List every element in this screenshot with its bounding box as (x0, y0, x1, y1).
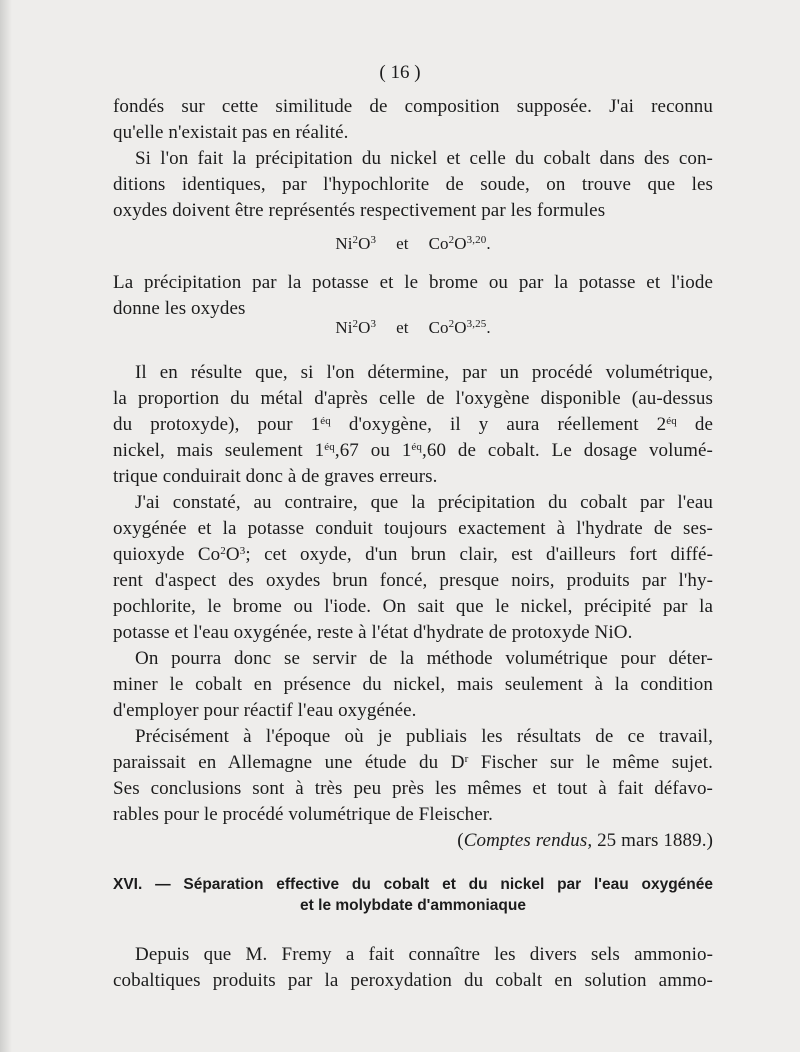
text-line: nickel, mais seulement $1^{éq},67$ ou $1^{éq},60$ de cobalt. Le dosage volumé- (113, 440, 713, 461)
section-heading (113, 874, 713, 916)
text-line: donne les oxydes (113, 298, 246, 319)
text-line: cobaltiques produits par la peroxydation du cobalt en solution ammo- (113, 970, 713, 991)
text-line: quioxyde $Co^2O^3$; cet oxyde, d'un brun clair, est d'ailleurs fort diffé- (113, 544, 713, 565)
text-line: La précipitation par la potasse et le brome ou par la potasse et l'iode (113, 272, 713, 293)
text-line: oxygénée et la potasse conduit toujours exactement à l'hydrate de ses- (113, 518, 713, 539)
text-line: du protoxyde), pour $1^{éq}$ d'oxygène, il y aura réellement $2^{éq}$ de (113, 414, 713, 435)
text-line: On pourra donc se servir de la méthode volumétrique pour déter- (135, 648, 713, 669)
text-line: paraissait en Allemagne une étude du $D^r$ Fischer sur le même sujet. (113, 752, 714, 773)
text-line: J'ai constaté, au contraire, que la précipitation du cobalt par l'eau (135, 492, 713, 513)
text-line: potasse et l'eau oxygénée, reste à l'état d'hydrate de protoxyde NiO. (113, 622, 633, 643)
text-line: rent d'aspect des oxydes brun foncé, presque noirs, produits par l'hy- (113, 570, 713, 591)
text-line: la proportion du métal d'après celle de l'oxygène disponible (au-dessus (113, 388, 713, 409)
text-line: Précisément à l'époque où je publiais les résultats de ce travail, (135, 726, 713, 747)
formula-2: $Ni^2O^3$ et $Co^2O^{3,25}$. (335, 318, 491, 337)
section-heading-line: XVI. — Séparation effective du cobalt et du nickel par l'eau oxygénée (113, 876, 713, 893)
text-line: Ses conclusions sont à très peu près les mêmes et tout à fait défavo- (113, 778, 713, 799)
text-line: ditions identiques, par l'hypochlorite de soude, on trouve que les (113, 174, 713, 195)
formula-1: $Ni^2O^3$ et $Co^2O^{3,20}$. (335, 234, 491, 253)
text-line: miner le cobalt en présence du nickel, mais seulement à la condition (113, 674, 713, 695)
text-line: Si l'on fait la précipitation du nickel et celle du cobalt dans des con- (135, 148, 713, 169)
text-line: d'employer pour réactif l'eau oxygénée. (113, 700, 417, 721)
text-line: oxydes doivent être représentés respectivement par les formules (113, 200, 606, 221)
text-line: rables pour le procédé volumétrique de Fleischer. (113, 804, 494, 825)
section-heading-line: et le molybdate d'ammoniaque (300, 897, 526, 914)
page-number: ( 16 ) (379, 62, 421, 83)
text-line: trique conduirait donc à de graves erreurs. (113, 466, 438, 487)
text-line: pochlorite, le brome ou l'iode. On sait que le nickel, précipité par la (113, 596, 713, 617)
citation: (Comptes rendus, 25 mars 1889.) (457, 830, 713, 851)
text-line: qu'elle n'existait pas en réalité. (113, 122, 349, 143)
text-line: Depuis que M. Fremy a fait connaître les divers sels ammonio- (135, 944, 713, 965)
text-line: Il en résulte que, si l'on détermine, par un procédé volumétrique, (135, 362, 713, 383)
text-line: fondés sur cette similitude de composition supposée. J'ai reconnu (113, 96, 713, 117)
page-edge-shadow (0, 0, 12, 1052)
